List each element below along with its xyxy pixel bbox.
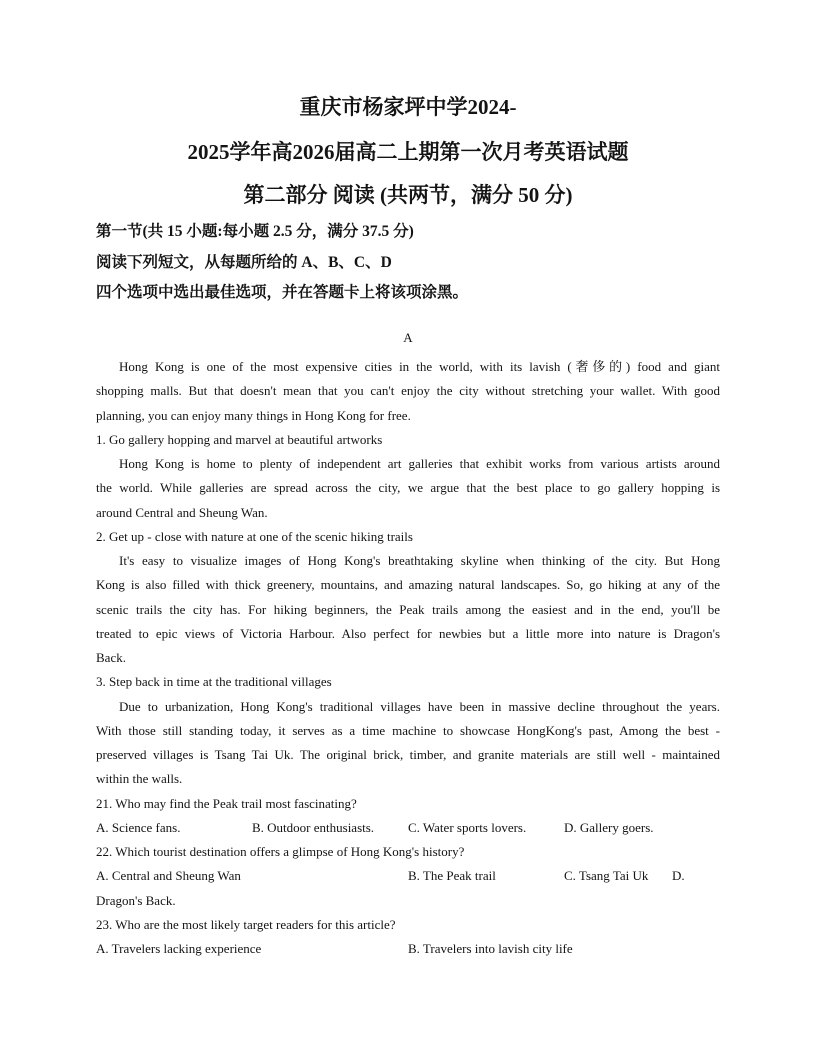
part-title: 第二部分 阅读 (共两节，满分 50 分) xyxy=(243,183,573,207)
intro-paragraph xyxy=(96,355,720,428)
option-row xyxy=(96,864,720,888)
text-line: Back. xyxy=(96,650,126,665)
option-b: B. The Peak trail xyxy=(408,868,496,884)
question-23 xyxy=(96,913,720,962)
instruction-line-1: 阅读下列短文，从每题所给的 A、B、C、D xyxy=(96,254,392,271)
text-line: Due to urbanization, Hong Kong's traditional villages have been in massive decline throughout the years. xyxy=(119,698,720,714)
text-line: preserved villages is Tsang Tai Uk. The original brick, timber, and granite materials are still well - maintained xyxy=(96,747,720,762)
text-line: scenic trails the city has. For hiking beginners, the Peak trails among the easiest and in the end, you'll be xyxy=(96,601,720,617)
text-line: Kong is also filled with thick greenery, mountains, and amazing natural landscapes. So, go hiking at any of the xyxy=(96,577,720,593)
passage-item-2 xyxy=(96,525,720,671)
question-stem: 22. Which tourist destination offers a glimpse of Hong Kong's history? xyxy=(96,844,465,859)
option-b: B. Travelers into lavish city life xyxy=(408,941,573,956)
passage-item-3 xyxy=(96,670,720,791)
text-line: planning, you can enjoy many things in Hong Kong for free. xyxy=(96,407,411,423)
text-line: Hong Kong is home to plenty of independent art galleries that exhibit works from various artists around xyxy=(119,456,720,471)
option-a: A. Central and Sheung Wan xyxy=(96,868,241,884)
question-22 xyxy=(96,840,720,913)
option-c: C. Tsang Tai Uk xyxy=(564,868,649,884)
text-line: the world. While galleries are spread across the city, we argue that the best place to go gallery hopping is xyxy=(96,480,720,496)
item-heading: 1. Go gallery hopping and marvel at beautiful artworks xyxy=(96,431,383,447)
passage-label: A xyxy=(403,330,413,345)
option-row xyxy=(96,816,720,840)
text-line: With those still standing today, it serves as a time machine to showcase HongKong's past, Among the best - xyxy=(96,722,720,738)
question-21 xyxy=(96,792,720,841)
instruction-line-2: 四个选项中选出最佳选项，并在答题卡上将该项涂黑。 xyxy=(96,284,469,301)
option-d-continuation: Dragon's Back. xyxy=(96,892,176,908)
passage-body xyxy=(96,355,720,961)
option-row xyxy=(96,937,720,961)
text-line: treated to epic views of Victoria Harbour. Also perfect for newbies but a little more into nature is Dragon's xyxy=(96,625,720,641)
option-c: C. Water sports lovers. xyxy=(408,819,527,835)
section-instruction: 第一节(共 15 小题:每小题 2.5 分，满分 37.5 分) xyxy=(96,223,414,240)
item-heading: 2. Get up - close with nature at one of the scenic hiking trails xyxy=(96,528,413,544)
text-line: shopping malls. But that doesn't mean that you can't enjoy the city without stretching your wallet. With good xyxy=(96,383,720,399)
question-stem: 21. Who may find the Peak trail most fascinating? xyxy=(96,795,357,811)
option-a: A. Travelers lacking experience xyxy=(96,941,262,956)
option-d: D. xyxy=(672,868,685,884)
text-line: Hong Kong is one of the most expensive cities in the world, with its lavish (奢侈的) food and giant xyxy=(119,359,720,374)
exam-title-line-2: 2025学年高2026届高二上期第一次月考英语试题 xyxy=(187,140,629,164)
option-a: A. Science fans. xyxy=(96,819,181,835)
exam-title-line-1: 重庆市杨家坪中学2024- xyxy=(299,95,517,119)
item-heading: 3. Step back in time at the traditional villages xyxy=(96,674,332,690)
passage-item-1 xyxy=(96,428,720,525)
text-line: It's easy to visualize images of Hong Kong's breathtaking skyline when thinking of the city. But Hong xyxy=(119,553,720,568)
text-line: within the walls. xyxy=(96,771,183,787)
question-stem: 23. Who are the most likely target readers for this article? xyxy=(96,916,396,932)
option-b: B. Outdoor enthusiasts. xyxy=(252,819,375,835)
option-d: D. Gallery goers. xyxy=(564,819,654,835)
text-line: around Central and Sheung Wan. xyxy=(96,504,268,520)
